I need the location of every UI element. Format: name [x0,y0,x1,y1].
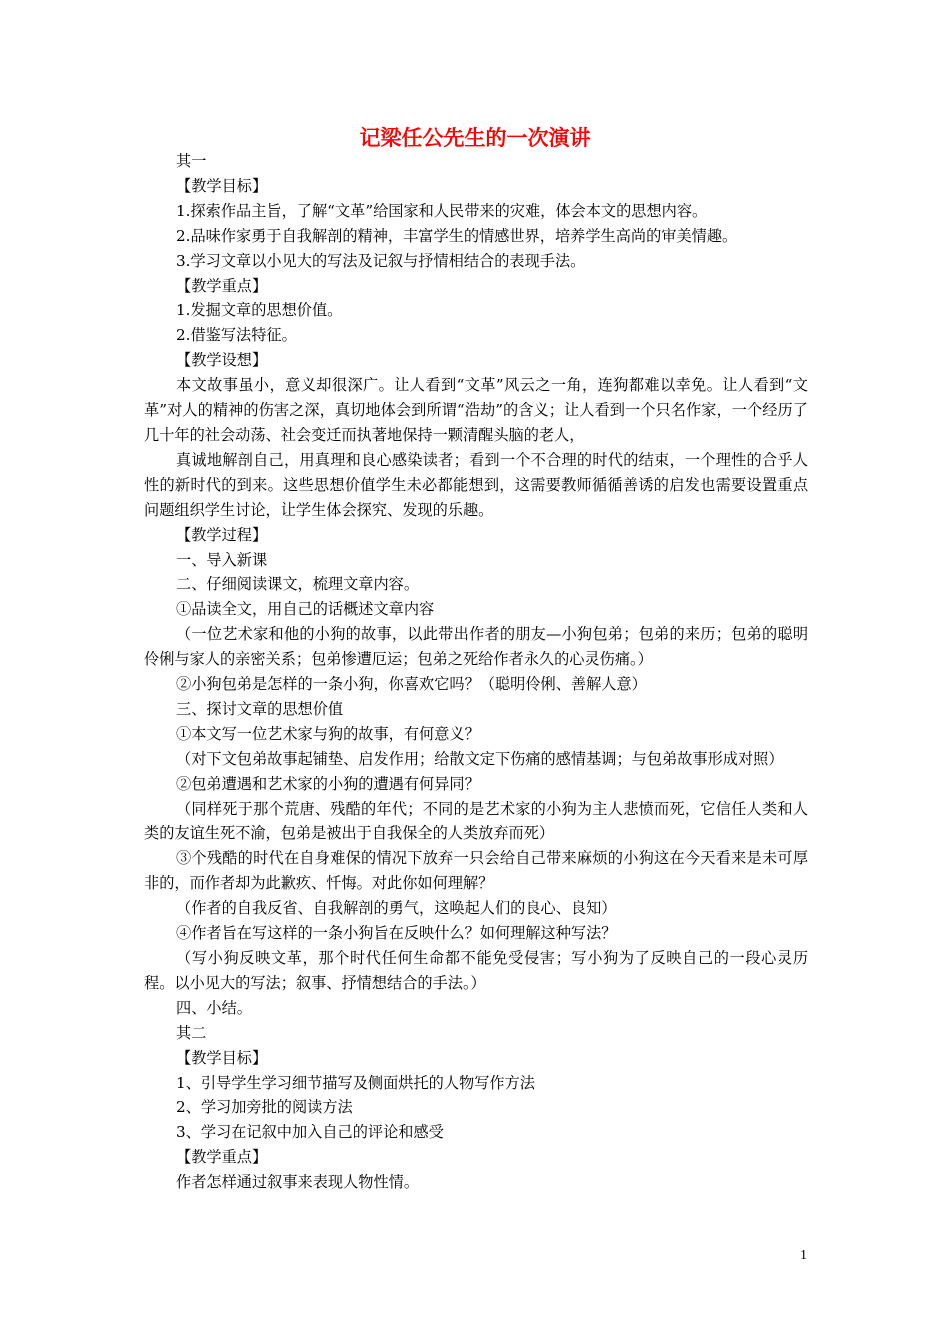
document-body [144,149,808,1195]
paragraph: ④作者旨在写这样的一条小狗旨在反映什么？如何理解这种写法？ [176,924,617,943]
paragraph: （同样死于那个荒唐、残酷的年代；不同的是艺术家的小狗为主人悲愤而死，它信任人类和人类的友谊生死不渝，包弟是被出于自我保全的人类放弃而死） [144,799,808,843]
section-heading: 1、引导学生学习细节描写及侧面烘托的人物写作方法 [176,1073,535,1092]
paragraph: 四、小结。 [176,998,252,1017]
list-item: 1.探索作品主旨，了解“文革”给国家和人民带来的灾难，体会本文的思想内容。 [176,201,708,220]
section-heading: 【教学目标】 [176,176,268,195]
section-heading: 【教学设想】 [176,351,268,370]
paragraph: 【教学目标】 [176,1048,268,1067]
paragraph: （对下文包弟故事起铺垫、启发作用；给散文定下伤痛的感情基调；与包弟故事形成对照） [176,749,784,768]
list-item: 2、学习加旁批的阅读方法 [176,1098,353,1117]
paragraph: 二、仔细阅读课文，梳理文章内容。 [176,575,419,594]
paragraph: 真诚地解剖自己，用真理和良心感染读者；看到一个不合理的时代的结束，一个理性的合乎人性的新时代的到来。这些思想价值学生未必都能想到，这需要教师循循善诱的启发也需要设置重点问题组织学生讨论，让学生体会探究、发现的乐趣。 [144,450,808,519]
section-heading: 【教学过程】 [176,525,268,544]
paragraph: （写小狗反映文革，那个时代任何生命都不能免受侵害；写小狗为了反映自己的一段心灵历程。以小见大的写法；叙事、抒情想结合的手法。） [144,949,808,992]
list-item: 2.品味作家勇于自我解剖的精神，丰富学生的情感世界，培养学生高尚的审美情趣。 [176,226,738,245]
paragraph: （一位艺术家和他的小狗的故事，以此带出作者的朋友—小狗包弟；包弟的来历；包弟的聪明伶俐与家人的亲密关系；包弟惨遭厄运；包弟之死给作者永久的心灵伤痛。） [144,625,808,669]
paragraph: （作者的自我反省、自我解剖的勇气，这唤起人们的良心、良知） [176,899,617,918]
list-item: 3.学习文章以小见大的写法及记叙与抒情相结合的表现手法。 [176,251,586,270]
paragraph: 其一 [176,152,207,170]
paragraph: 三、探讨文章的思想价值 [176,699,344,718]
paragraph: 其二 [176,1023,207,1042]
section-heading: 作者怎样通过叙事来表现人物性情。 [176,1173,419,1192]
paragraph: 本文故事虽小，意义却很深广。让人看到“文革”风云之一角，连狗都难以幸免。让人看到“文革”对人的精神的伤害之深，真切地体会到所谓“浩劫”的含义；让人看到一个只名作家，一个经历了几十年的社会动荡、社会变迁而执著地保持一颗清醒头脑的老人， [144,376,808,444]
page-number: 1 [800,1248,807,1263]
list-item: 3、学习在记叙中加入自己的评论和感受 [176,1123,444,1142]
section-heading: 【教学重点】 [176,276,268,295]
paragraph: ②小狗包弟是怎样的一条小狗，你喜欢它吗？（聪明伶俐、善解人意） [176,675,647,694]
list-item: 【教学重点】 [176,1148,268,1167]
paragraph: ①品读全文，用自己的话概述文章内容 [176,600,435,619]
page-title: 记梁任公先生的一次演讲 [359,125,591,150]
paragraph: ②包弟遭遇和艺术家的小狗的遭遇有何异同？ [176,774,480,793]
paragraph: 一、导入新课 [176,550,268,569]
list-item: 2.借鉴写法特征。 [176,326,297,345]
paragraph: ①本文写一位艺术家与狗的故事，有何意义？ [176,724,480,743]
list-item: 1.发掘文章的思想价值。 [176,301,343,320]
paragraph: ③个残酷的时代在自身难保的情况下放弃一只会给自己带来麻烦的小狗这在今天看来是未可厚非的，而作者却为此歉疚、忏悔。对此你如何理解？ [144,849,808,893]
